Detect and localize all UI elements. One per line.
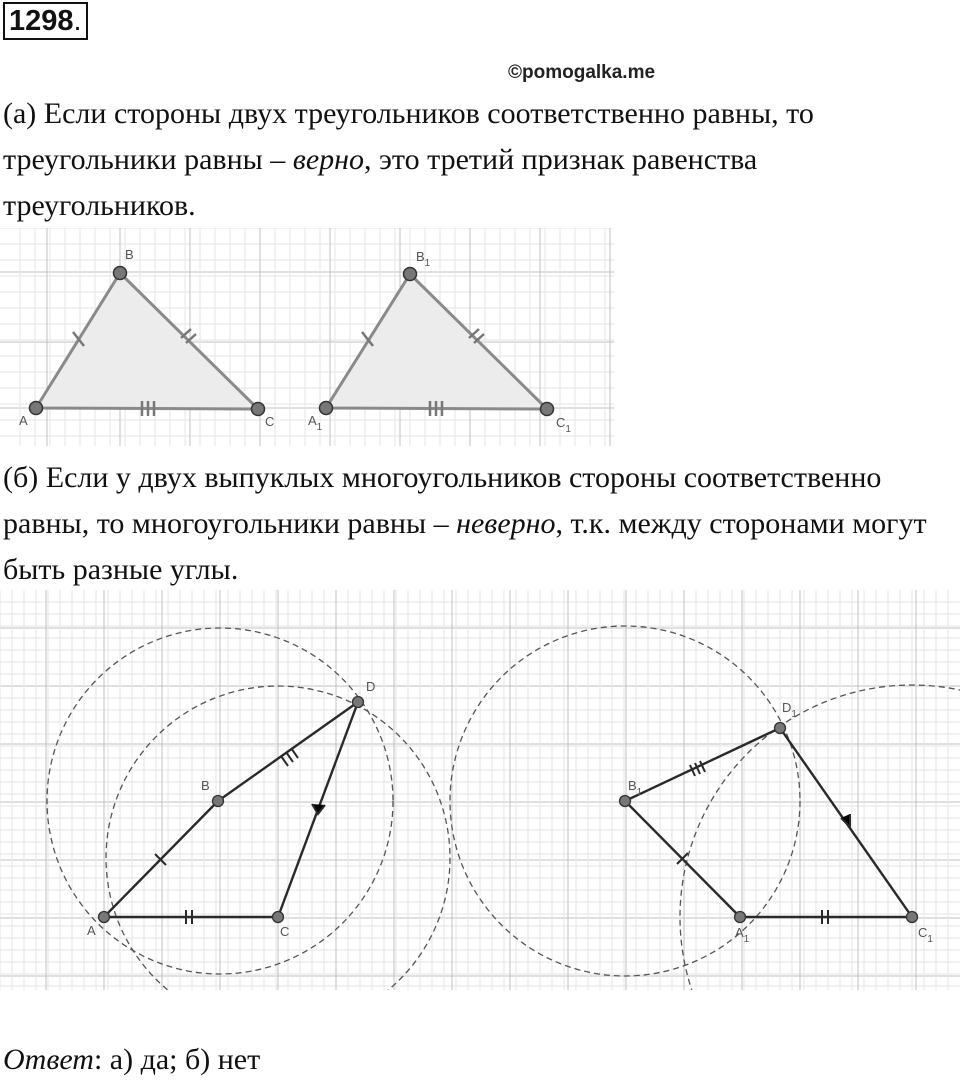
label-c1: $C_1$ [918, 925, 933, 945]
figure-b-quadrilaterals [0, 590, 960, 990]
label-d1: $D_1$ [782, 700, 797, 720]
label-c: C [280, 924, 290, 939]
answer-line [3, 1040, 260, 1080]
label-d: D [366, 679, 376, 694]
label-b: B [125, 247, 134, 262]
point-b1 [404, 268, 417, 281]
part-b-text-start: (б) Если у двух выпуклых многоугольников стороны соответственно равны, то многоугольники равны – [3, 461, 882, 540]
point-b [114, 267, 127, 280]
label-a1: $A_1$ [308, 413, 323, 433]
point-c [252, 403, 265, 416]
part-b-text [3, 455, 953, 593]
part-a-text-start: (а) Если стороны двух треугольников соответственно равны, то треугольники равны – [3, 97, 814, 176]
point-c1 [907, 912, 918, 923]
part-b-verdict: неверно [456, 507, 556, 540]
point-a1 [320, 402, 333, 415]
point-b [213, 796, 224, 807]
label-a1: $A_1$ [735, 925, 750, 945]
triangle-abc [36, 273, 258, 409]
part-b-text-end: , т.к. между сторонами могут быть разные углы. [3, 507, 927, 586]
task-number [3, 2, 88, 40]
watermark: ©pomogalka.me [508, 62, 656, 83]
task-number-dot: . [73, 5, 82, 37]
part-a-text-end: , это третий признак равенства треугольников. [3, 143, 758, 222]
label-a: A [87, 923, 96, 938]
part-a-verdict: верно [292, 143, 365, 176]
label-b1: $B_1$ [416, 249, 431, 269]
label-a: A [19, 413, 28, 428]
part-a-text [3, 91, 953, 229]
grid-b [0, 590, 960, 990]
point-d [353, 697, 364, 708]
task-number-value: 1298 [9, 5, 74, 37]
label-c: C [265, 414, 275, 429]
label-b1: $B_1$ [628, 778, 643, 798]
figure-a-triangles [0, 228, 616, 446]
answer-label: Ответ [3, 1043, 94, 1076]
point-b1 [620, 796, 631, 807]
label-b: B [201, 778, 210, 793]
point-c1 [541, 403, 554, 416]
point-a [99, 912, 110, 923]
point-d1 [775, 723, 786, 734]
point-c [273, 912, 284, 923]
point-a1 [735, 912, 746, 923]
answer-text: : а) да; б) нет [93, 1043, 261, 1076]
point-a [30, 402, 43, 415]
label-c1: $C_1$ [556, 415, 571, 435]
